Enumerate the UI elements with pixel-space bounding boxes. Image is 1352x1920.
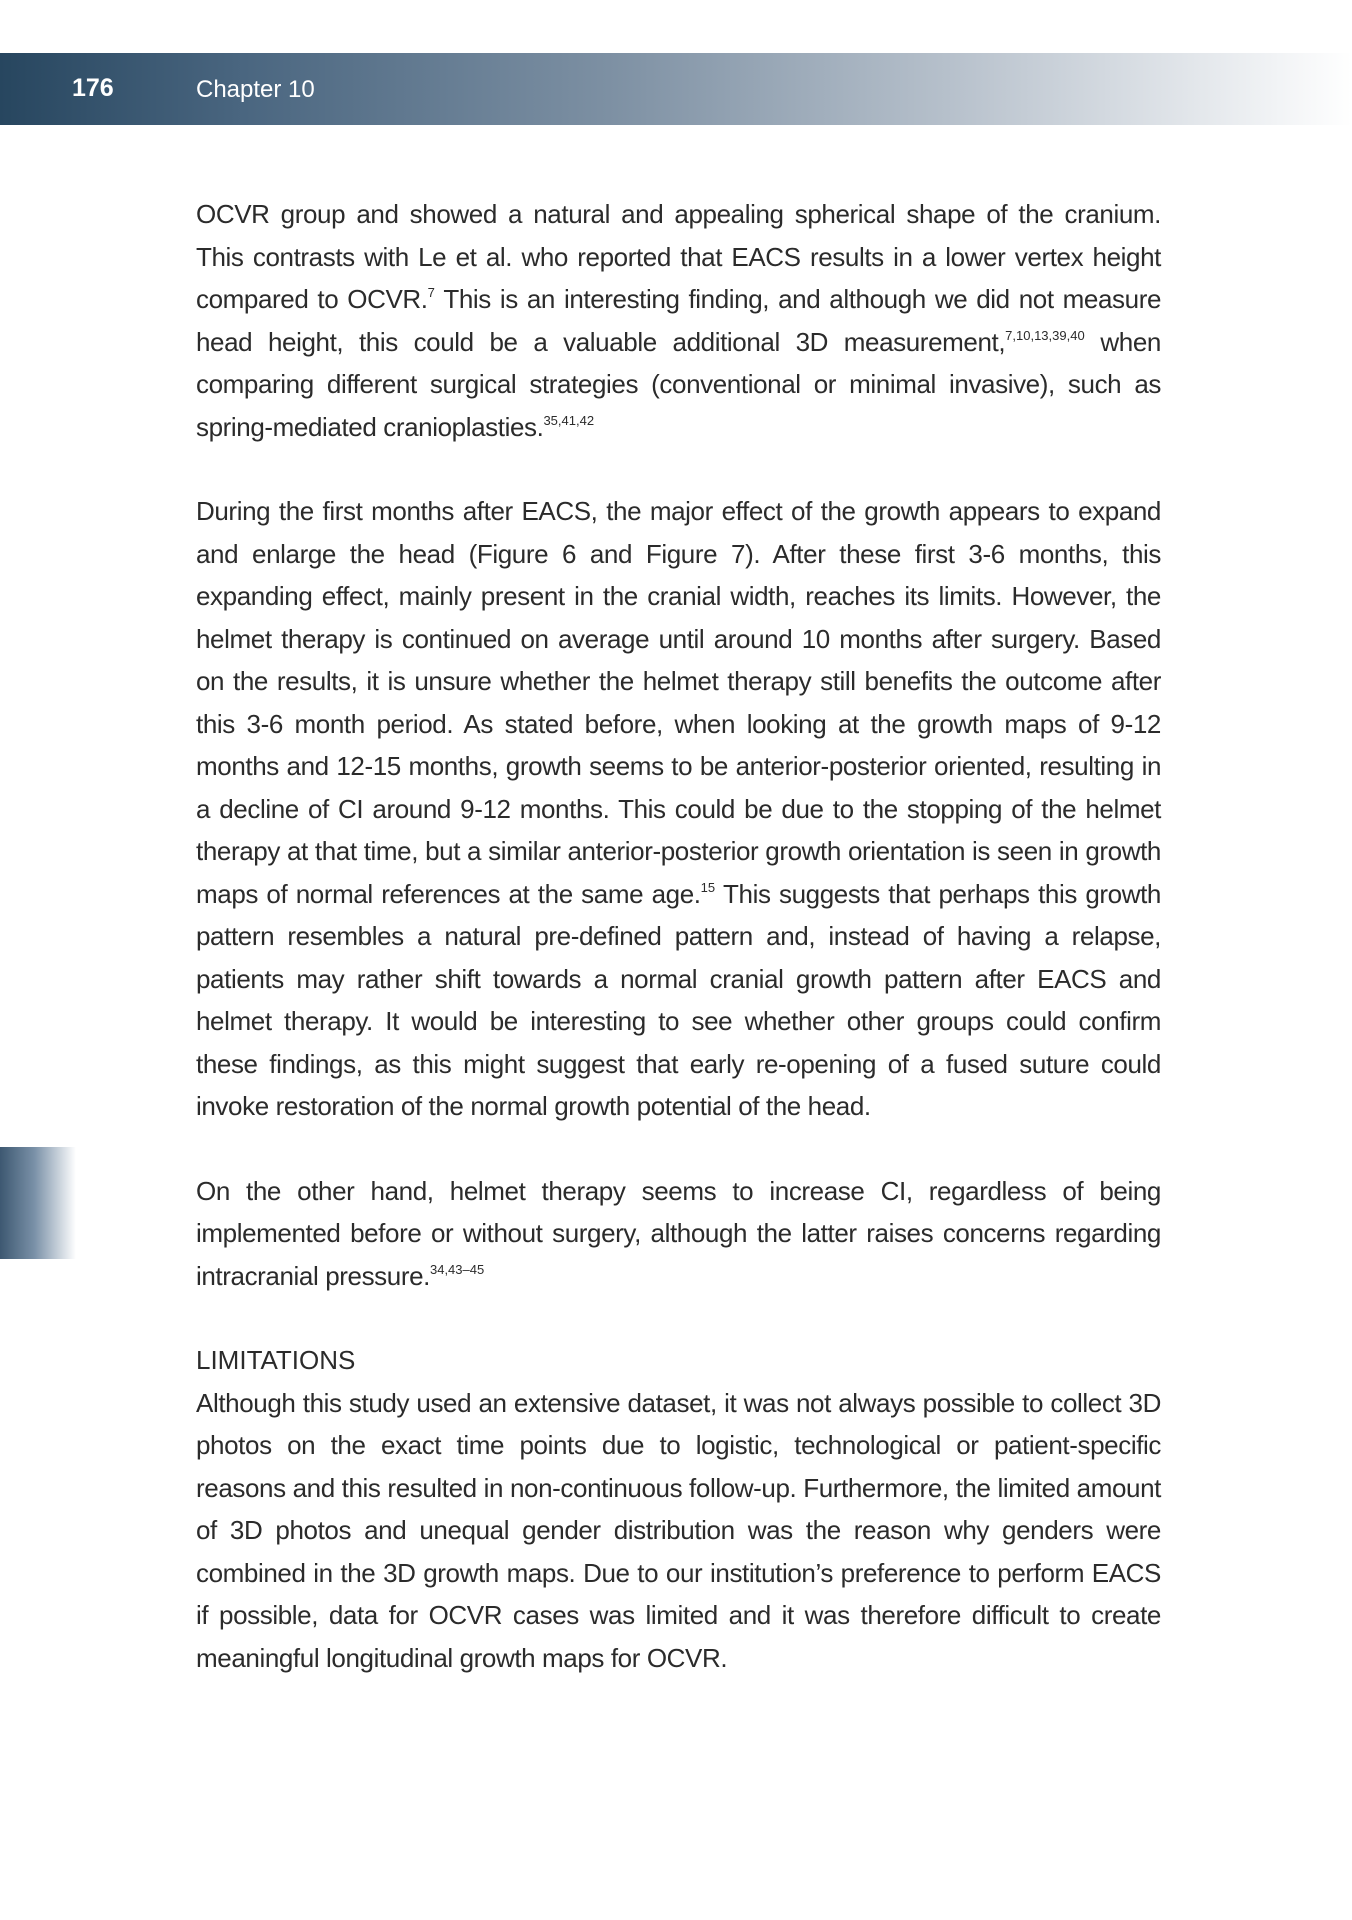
paragraph-2-text-b: This suggests that perhaps this growth pattern resembles a natural pre-defined pattern and, instead of having a relapse, patients may rather shift towards a normal cranial growth pattern after EACS and helmet therapy. It would be interesting to see whether other groups could confirm these findings, as this might suggest that early re-opening of a fused suture could invoke restoration of the normal growth potential of the head. [196, 878, 1161, 1121]
citation-superscript: 35,41,42 [543, 412, 595, 428]
paragraph-1-text-c: when comparing different surgical strategies (conventional or minimal invasive), such as spring-mediated cranioplasties. [196, 326, 1161, 442]
paragraph-1-text-a: OCVR group and showed a natural and appealing spherical shape of the cranium. This contrasts with Le et al. who reported that EACS results in a lower vertex height compared to OCVR. [196, 199, 1161, 314]
paragraph-3-text: On the other hand, helmet therapy seems to increase CI, regardless of being implemented before or without surgery, although the latter raises concerns regarding intracranial pressure. [196, 1175, 1161, 1291]
chapter-side-tab [0, 1147, 76, 1259]
paragraph-1 [196, 193, 1161, 448]
citation-superscript: 34,43–45 [429, 1261, 485, 1277]
body-text [196, 193, 1161, 1679]
paragraph-1-text-b: This is an interesting finding, and although we did not measure head height, this could be a valuable additional 3D measurement, [196, 284, 1162, 357]
citation-superscript: 7 [427, 285, 435, 300]
limitations-paragraph: Although this study used an extensive dataset, it was not always possible to collect 3D photos on the exact time points due to logistic, technological or patient-specific reasons and this resulted in non-continuous follow-up. Furthermore, the limited amount of 3D photos and unequal gender distribution was the reason why genders were combined in the 3D growth maps. Due to our institution’s preference to perform EACS if possible, data for OCVR cases was limited and it was therefore difficult to create meaningful longitudinal growth maps for OCVR. [196, 1387, 1161, 1673]
page-number: 176 [72, 74, 114, 102]
citation-superscript: 7,10,13,39,40 [1005, 327, 1085, 343]
chapter-label: Chapter 10 [196, 76, 315, 103]
paragraph-2-text-a: During the first months after EACS, the major effect of the growth appears to expand and enlarge the head (Figure 6 and Figure 7). After these first 3-6 months, this expanding effect, mainly present in the cranial width, reaches its limits. However, the helmet therapy is continued on average until around 10 months after surgery. Based on the results, it is unsure whether the helmet therapy still benefits the outcome after this 3-6 month period. As stated before, when looking at the growth maps of 9-12 months and 12-15 months, growth seems to be anterior-posterior oriented, resulting in a decline of CI around 9-12 months. This could be due to the stopping of the helmet therapy at that time, but a similar anterior-posterior growth orientation is seen in growth maps of normal references at the same age. [196, 496, 1161, 909]
citation-superscript: 15 [700, 879, 716, 895]
limitations-heading: LIMITATIONS [196, 1345, 356, 1375]
paragraph-2 [196, 490, 1161, 1128]
paragraph-3 [196, 1170, 1161, 1298]
